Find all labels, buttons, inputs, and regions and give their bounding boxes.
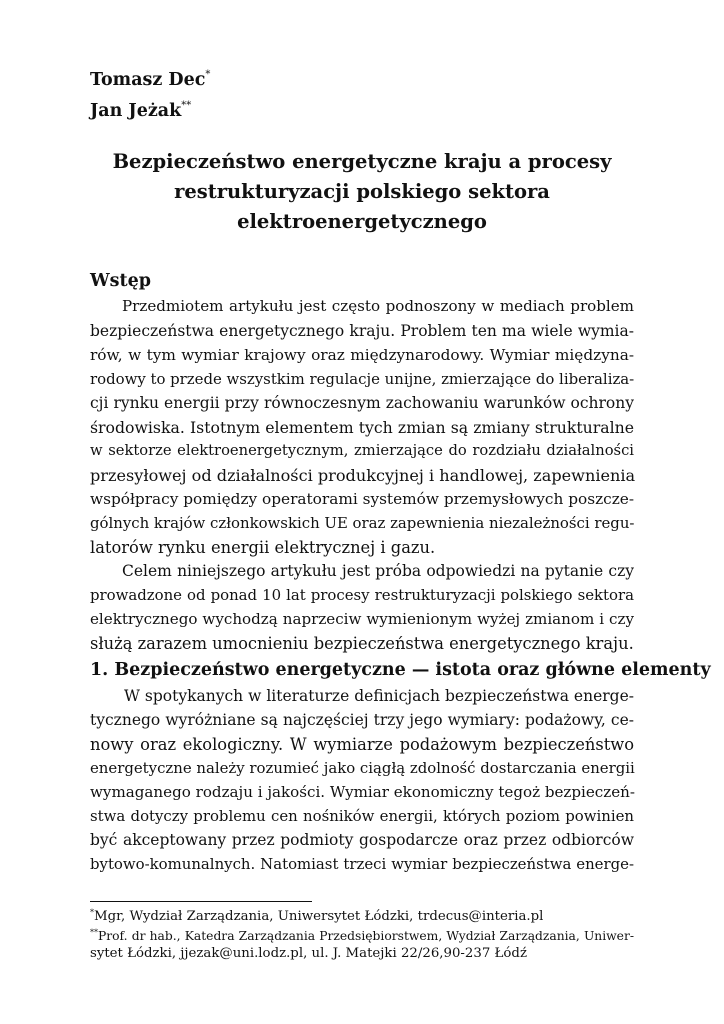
- footnote-marker: **: [181, 100, 192, 111]
- paragraph-line: w sektorze elektroenergetycznym, zmierzające do rozdziału działalności: [90, 442, 634, 459]
- paragraph-line: gólnych krajów członkowskich UE oraz zapewnienia niezależności regu-: [90, 514, 635, 532]
- paragraph-line: latorów rynku energii elektrycznej i gazu.: [90, 538, 436, 557]
- author: [90, 93, 210, 124]
- paragraph-line: energetyczne należy rozumieć jako ciągłą zdolność dostarczania energii: [90, 759, 635, 777]
- paragraph-line: środowiska. Istotnym elementem tych zmian są zmiany strukturalne: [90, 418, 634, 437]
- paragraph-line: być akceptowany przez podmioty gospodarcze oraz przez odbiorców: [90, 831, 634, 849]
- footnote-text: Prof. dr hab., Katedra Zarządzania Przedsiębiorstwem, Wydział Zarządzania, Uniwer-: [98, 929, 634, 943]
- paragraph-line: Przedmiotem artykułu jest często podnoszony w mediach problem: [122, 297, 634, 315]
- author: [90, 62, 210, 93]
- paragraph-line: bezpieczeństwa energetycznego kraju. Problem ten ma wiele wymia-: [90, 322, 634, 340]
- footnote: [90, 928, 634, 943]
- paragraph-line: Celem niniejszego artykułu jest próba odpowiedzi na pytanie czy: [122, 562, 634, 580]
- footnote-text: Mgr, Wydział Zarządzania, Uniwersytet Łódzki, trdecus@interia.pl: [94, 909, 544, 924]
- title-line: restrukturyzacji polskiego sektora: [174, 180, 550, 203]
- article-title: [90, 147, 634, 237]
- author-name: Jan Jeżak: [90, 101, 182, 121]
- title-line: Bezpieczeństwo energetyczne kraju a procesy: [112, 150, 612, 173]
- footnote-marker: *: [205, 69, 211, 80]
- paragraph-line: współpracy pomiędzy operatorami systemów przemysłowych poszcze-: [90, 490, 634, 508]
- paragraph-line: przesyłowej od działalności produkcyjnej i handlowej, zapewnienia: [90, 466, 636, 485]
- paragraph-line: bytowo-komunalnych. Natomiast trzeci wymiar bezpieczeństwa energe-: [90, 855, 634, 873]
- paragraph-line: wymaganego rodzaju i jakości. Wymiar ekonomiczny tegoż bezpieczeń-: [90, 783, 635, 801]
- paragraph-line: prowadzone od ponad 10 lat procesy restrukturyzacji polskiego sektora: [90, 586, 634, 604]
- paragraph-line: rów, w tym wymiar krajowy oraz międzynarodowy. Wymiar międzyna-: [90, 346, 634, 364]
- author-list: [90, 62, 210, 124]
- paragraph-line: W spotykanych w literaturze definicjach bezpieczeństwa energe-: [124, 687, 634, 705]
- footnote-marker: **: [90, 928, 98, 937]
- footnote: [90, 908, 634, 924]
- section-heading-1: 1. Bezpieczeństwo energetyczne — istota oraz główne elementy: [90, 660, 711, 680]
- section-heading-intro: Wstęp: [90, 271, 151, 291]
- paragraph-line: elektrycznego wychodzą naprzeciw wymienionym wyżej zmianom i czy: [90, 610, 634, 628]
- author-name: Tomasz Dec: [90, 70, 206, 90]
- footnote-continuation: sytet Łódzki, jjezak@uni.lodz.pl, ul. J. Matejki 22/26,90-237 Łódź: [90, 946, 527, 961]
- paragraph-line: rodowy to przede wszystkim regulacje unijne, zmierzające do liberaliza-: [90, 370, 635, 388]
- footnote-marker: *: [90, 908, 94, 917]
- footnote-separator: [90, 901, 312, 902]
- paragraph-line: nowy oraz ekologiczny. W wymiarze podażowym bezpieczeństwo: [90, 735, 634, 754]
- paragraph-line: stwa dotyczy problemu cen nośników energii, których poziom powinien: [90, 807, 634, 825]
- paragraph-line: cji rynku energii przy równoczesnym zachowaniu warunków ochrony: [90, 394, 634, 412]
- paragraph-line: służą zarazem umocnieniu bezpieczeństwa energetycznego kraju.: [90, 634, 634, 653]
- paragraph-line: tycznego wyróżniane są najczęściej trzy jego wymiary: podażowy, ce-: [90, 711, 634, 729]
- title-line: elektroenergetycznego: [237, 210, 487, 233]
